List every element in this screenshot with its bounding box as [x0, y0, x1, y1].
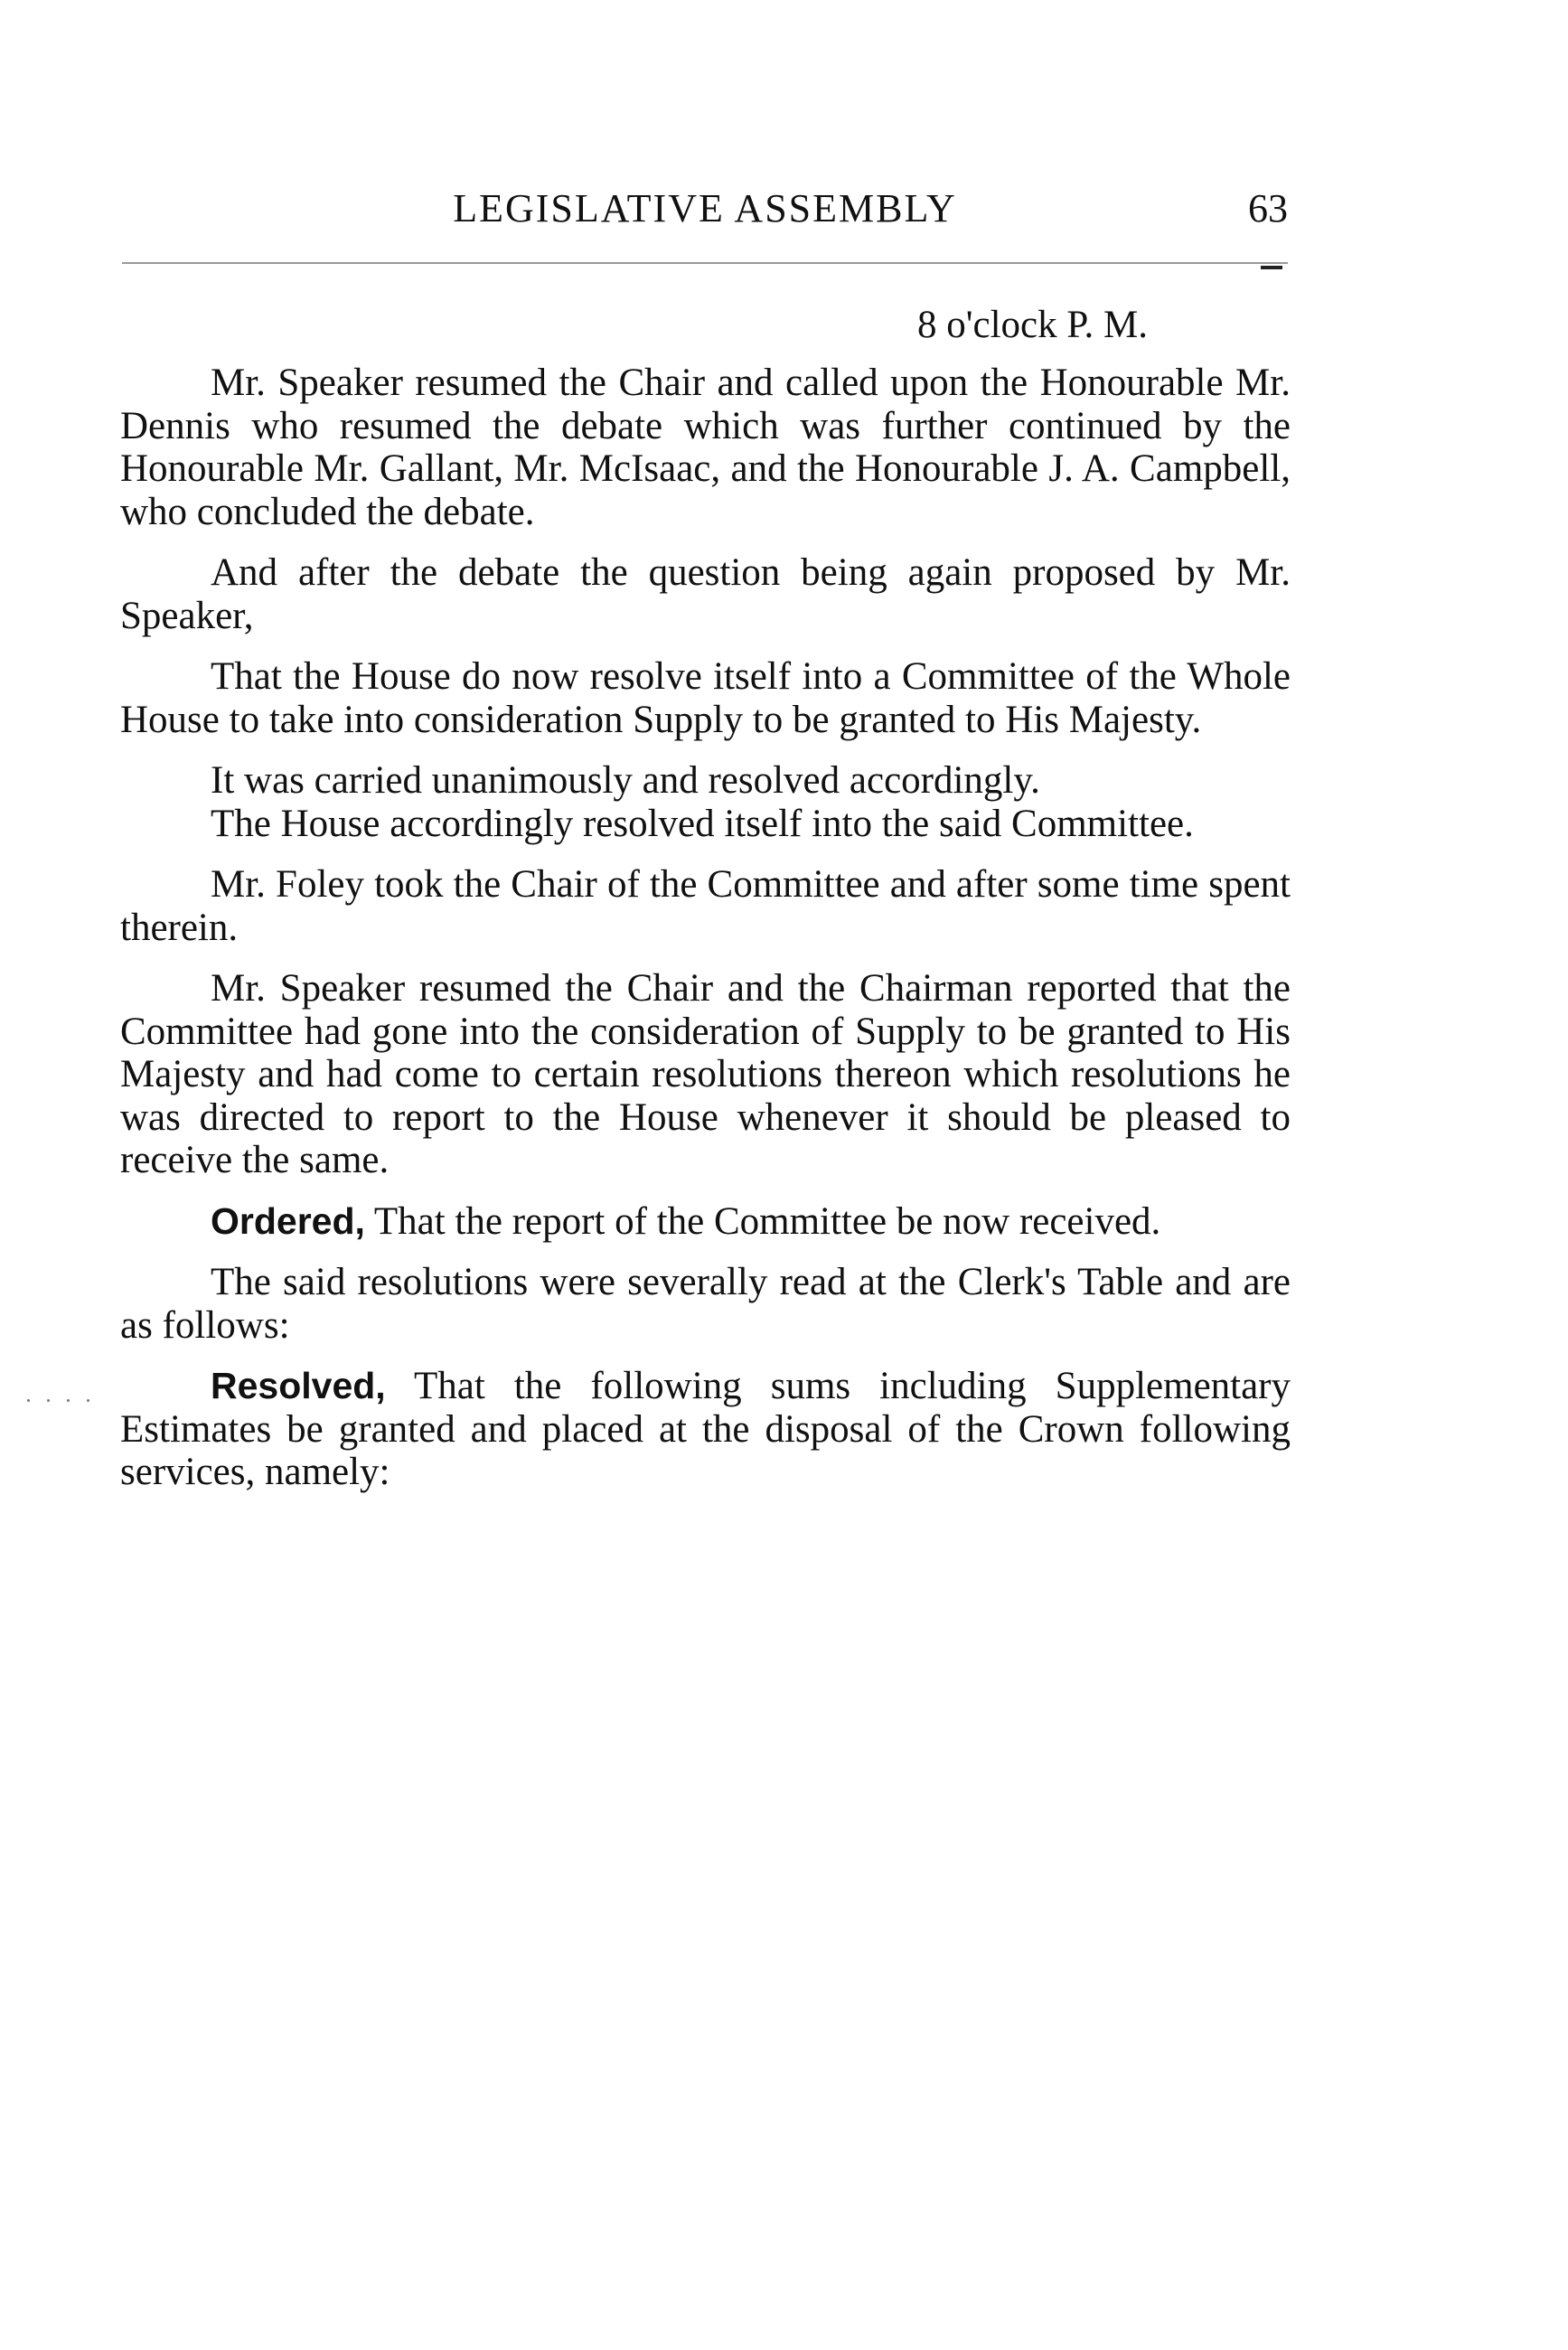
paragraph-text: Mr. Foley took the Chair of the Committee and after some time spent therein.	[120, 863, 1291, 949]
paragraph-text: It was carried unanimously and resolved accordingly.	[211, 759, 1040, 802]
paragraph-text: That the following sums including Supplementary Estimates be granted and placed at the disposal of the Crown following services, namely:	[120, 1365, 1291, 1493]
running-title: LEGISLATIVE ASSEMBLY	[453, 186, 957, 230]
rule-mark	[1261, 266, 1282, 269]
time-heading: 8 o'clock P. M.	[917, 304, 1148, 346]
paragraph-text: That the House do now resolve itself into a Committee of the Whole House to take into consideration Supply to be granted to His Majesty.	[120, 655, 1291, 741]
header-rule	[122, 262, 1288, 264]
paragraph	[120, 1261, 1291, 1347]
paragraph	[120, 803, 1291, 846]
paragraph-text: The said resolutions were severally read at the Clerk's Table and are as follows:	[120, 1261, 1291, 1347]
paragraph	[120, 1365, 1291, 1494]
page-header	[122, 185, 1288, 240]
paragraph	[120, 863, 1291, 949]
page-number: 63	[1248, 186, 1288, 230]
paragraph	[120, 759, 1291, 803]
paragraph	[120, 551, 1291, 637]
paragraph	[120, 655, 1291, 741]
paragraph-lead: Resolved,	[211, 1365, 386, 1406]
paragraph-text: And after the debate the question being again proposed by Mr. Speaker,	[120, 551, 1291, 637]
paragraph-text: That the report of the Committee be now received.	[364, 1199, 1161, 1243]
paragraph-text: Mr. Speaker resumed the Chair and the Chairman reported that the Committee had gone into the consideration of Supply to be granted to His Majesty and had come to certain resolutions thereon which resolutions he was directed to report to the House whenever it should be pleased to receive the same.	[120, 967, 1291, 1181]
paragraph	[120, 362, 1291, 533]
paragraph	[120, 1200, 1291, 1244]
paragraph-lead: Ordered,	[211, 1199, 365, 1242]
paragraph-text: The House accordingly resolved itself into the said Committee.	[211, 802, 1194, 845]
paragraph-text: Mr. Speaker resumed the Chair and called upon the Honourable Mr. Dennis who resumed the debate which was further continued by the Honourable Mr. Gallant, Mr. McIsaac, and the Honourable J. A. Campbell, who concluded the debate.	[120, 362, 1291, 533]
margin-marks	[27, 1399, 99, 1403]
document-body	[120, 362, 1291, 1512]
paragraph	[120, 967, 1291, 1182]
